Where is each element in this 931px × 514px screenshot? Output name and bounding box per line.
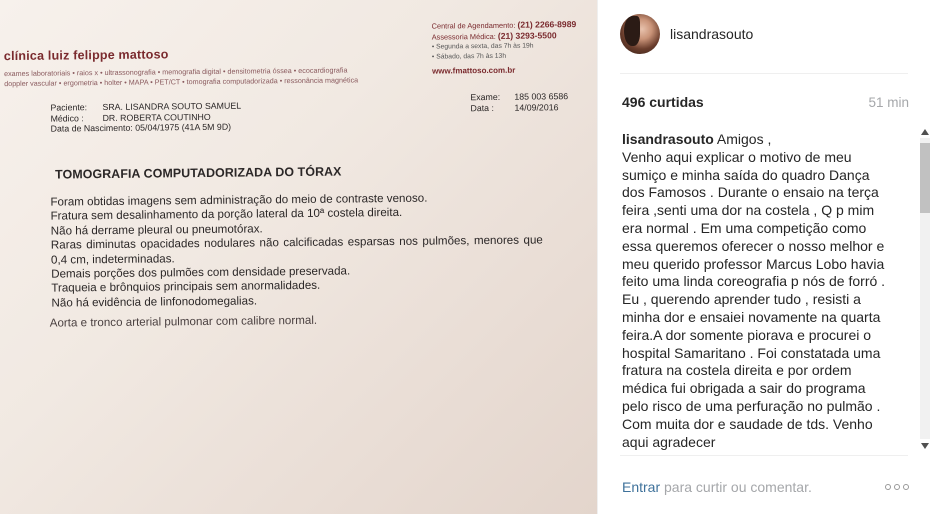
patient-value: SRA. LISANDRA SOUTO SAMUEL	[102, 100, 242, 113]
contact-label: Assessoria Médica:	[431, 31, 496, 42]
clinic-contact	[432, 19, 577, 77]
hours-line: • Sábado, das 7h às 13h	[431, 52, 507, 61]
exam-value: 185 003 6586	[514, 91, 569, 102]
patient-label: Paciente:	[50, 102, 88, 113]
more-options-icon[interactable]	[885, 484, 909, 492]
divider	[620, 455, 908, 456]
scroll-thumb[interactable]	[920, 143, 930, 213]
caption	[622, 131, 890, 451]
clinic-name: clínica luiz felippe mattoso	[3, 47, 169, 64]
report-conclusion: Aorta e tronco arterial pulmonar com calibre normal.	[49, 313, 318, 330]
post-side-panel	[597, 0, 931, 514]
report-title: TOMOGRAFIA COMPUTADORIZADA DO TÓRAX	[55, 164, 342, 182]
finding-line: Traqueia e brônquios principais sem anormalidades.	[51, 279, 321, 296]
scroll-up-arrow-icon[interactable]	[921, 129, 929, 135]
login-link[interactable]: Entrar	[622, 479, 661, 495]
services-line: exames laboratoriais • raios x • ultrassonografia • memografia digital • densitometria óssea • ecocardiografia	[4, 65, 348, 79]
divider	[620, 73, 908, 74]
exam-info	[470, 91, 568, 113]
finding-line: Foram obtidas imagens sem administração do meio de contraste venoso.	[50, 191, 428, 209]
birth-date: Data de Nascimento: 05/04/1975 (41A 5M 9D)	[50, 121, 232, 134]
contact-label: Central de Agendamento:	[431, 20, 516, 31]
finding-line: Demais porções dos pulmões com densidade preservada.	[51, 264, 351, 281]
contact-phone: (21) 3293-5500	[497, 30, 557, 41]
dot	[903, 484, 909, 490]
caption-author-link[interactable]: lisandrasouto	[622, 131, 714, 147]
finding-line: Fratura sem desalinhamento da porção lateral da 10ª costela direita.	[50, 206, 403, 224]
post-header	[598, 0, 931, 73]
finding-line: Não há derrame pleural ou pneumotórax.	[50, 222, 263, 238]
clinic-website: www.fmattoso.com.br	[432, 65, 516, 76]
doctor-value: DR. ROBERTA COUTINHO	[102, 111, 211, 123]
caption-scroll-area[interactable]	[622, 131, 890, 453]
login-prompt-text: para curtir ou comentar.	[660, 479, 812, 495]
clinic-services	[4, 65, 424, 89]
caption-scrollbar[interactable]	[918, 127, 931, 452]
likes-count[interactable]: 496 curtidas	[622, 94, 704, 110]
dot	[894, 484, 900, 490]
date-label: Data :	[470, 102, 494, 113]
finding-line: Não há evidência de linfonodomegalias.	[51, 294, 258, 310]
report-findings	[50, 190, 543, 310]
hours-line: • Segunda a sexta, das 7h às 19h	[431, 42, 534, 51]
patient-info	[50, 101, 241, 134]
scroll-down-arrow-icon[interactable]	[921, 443, 929, 449]
dot	[885, 484, 891, 490]
caption-text: Amigos , Venho aqui explicar o motivo de meu sumiço e minha saída do quadro Dança dos Famosos . Durante o ensaio na terça feira ,senti uma dor na costela , Q p mim era normal . Em uma competição como essa queremos oferecer o nosso melhor e meu querido professor Marcus Lobo havia feito uma linda coreografia p nós de forró . Eu , querendo aprender tudo , resisti a minha dor e ensaiei novamente na quarta feira.A dor somente piorava e procurei o hospital Samaritano . Foi constatada uma fratura na costela direita e por ordem médica fui obrigada a sair do programa pelo risco de uma perfuração no pulmão . Com muita dor e saudade de tds. Venho aqui agradecer	[622, 131, 886, 450]
username-link[interactable]: lisandrasouto	[670, 26, 754, 42]
date-value: 14/09/2016	[514, 101, 559, 113]
avatar[interactable]	[620, 14, 660, 54]
contact-phone: (21) 2266-8989	[517, 19, 577, 30]
finding-line: Raras diminutas opacidades nodulares não calcificadas esparsas nos pulmões, menores que 0,4 cm, indeterminadas.	[50, 233, 543, 267]
services-line: doppler vascular • ergometria • holter • MAPA • PET/CT • tomografia computadorizada • ressonância magnética	[4, 75, 359, 89]
doctor-label: Médico :	[50, 112, 84, 124]
login-prompt	[622, 479, 812, 495]
exam-label: Exame:	[470, 91, 501, 103]
post-time[interactable]: 51 min	[868, 95, 909, 110]
